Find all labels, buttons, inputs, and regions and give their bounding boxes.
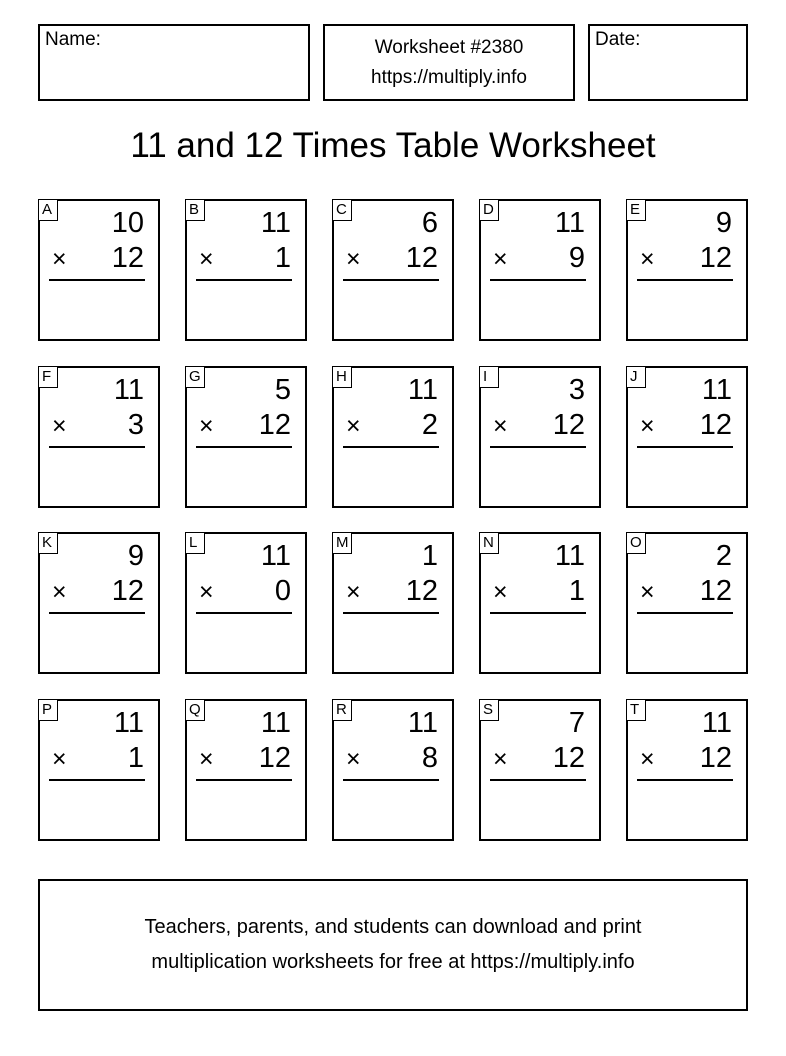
answer-line bbox=[490, 779, 586, 781]
multiplicand: 11 bbox=[260, 540, 291, 572]
multiplicand: 11 bbox=[554, 540, 585, 572]
multiplicand: 11 bbox=[554, 207, 585, 239]
multiplicand: 3 bbox=[568, 374, 585, 406]
multiply-sign: × bbox=[199, 578, 214, 606]
multiply-sign: × bbox=[52, 578, 67, 606]
answer-space[interactable] bbox=[46, 618, 152, 666]
multiplicand: 11 bbox=[113, 707, 144, 739]
multiplicand: 2 bbox=[715, 540, 732, 572]
answer-space[interactable] bbox=[487, 618, 593, 666]
multiply-sign: × bbox=[493, 245, 508, 273]
multiply-sign: × bbox=[346, 245, 361, 273]
answer-space[interactable] bbox=[340, 452, 446, 500]
problem-card-d bbox=[479, 199, 601, 341]
problem-letter: M bbox=[332, 532, 352, 554]
footer-text-line-1: Teachers, parents, and students can download and print bbox=[144, 916, 642, 938]
problem-card-a bbox=[38, 199, 160, 341]
multiplier: 12 bbox=[111, 242, 144, 274]
problem-card-f bbox=[38, 366, 160, 508]
problem-card-s bbox=[479, 699, 601, 841]
answer-line bbox=[343, 279, 439, 281]
answer-space[interactable] bbox=[634, 785, 740, 833]
answer-space[interactable] bbox=[46, 285, 152, 333]
multiply-sign: × bbox=[346, 578, 361, 606]
problem-letter: L bbox=[185, 532, 205, 554]
problem-card-r bbox=[332, 699, 454, 841]
date-field-box bbox=[588, 24, 748, 101]
answer-line bbox=[196, 779, 292, 781]
answer-line bbox=[637, 446, 733, 448]
answer-line bbox=[49, 279, 145, 281]
answer-line bbox=[490, 279, 586, 281]
problem-letter: D bbox=[479, 199, 499, 221]
answer-line bbox=[49, 446, 145, 448]
problem-card-j bbox=[626, 366, 748, 508]
problem-letter: C bbox=[332, 199, 352, 221]
multiplier: 8 bbox=[421, 742, 438, 774]
multiply-sign: × bbox=[493, 412, 508, 440]
multiplier: 12 bbox=[699, 575, 732, 607]
multiply-sign: × bbox=[52, 412, 67, 440]
problem-letter: G bbox=[185, 366, 205, 388]
problem-letter: F bbox=[38, 366, 58, 388]
multiplier: 12 bbox=[699, 242, 732, 274]
problem-letter: Q bbox=[185, 699, 205, 721]
multiplier: 0 bbox=[274, 575, 291, 607]
answer-line bbox=[196, 612, 292, 614]
answer-space[interactable] bbox=[193, 452, 299, 500]
answer-space[interactable] bbox=[193, 618, 299, 666]
problem-letter: A bbox=[38, 199, 58, 221]
answer-line bbox=[490, 612, 586, 614]
multiplicand: 11 bbox=[260, 707, 291, 739]
answer-line bbox=[637, 279, 733, 281]
multiply-sign: × bbox=[640, 745, 655, 773]
multiply-sign: × bbox=[640, 245, 655, 273]
problem-card-h bbox=[332, 366, 454, 508]
problem-card-i bbox=[479, 366, 601, 508]
multiplier: 12 bbox=[405, 575, 438, 607]
multiply-sign: × bbox=[493, 578, 508, 606]
answer-space[interactable] bbox=[46, 452, 152, 500]
multiply-sign: × bbox=[199, 745, 214, 773]
answer-space[interactable] bbox=[340, 785, 446, 833]
problem-card-m bbox=[332, 532, 454, 674]
problem-card-g bbox=[185, 366, 307, 508]
answer-line bbox=[343, 612, 439, 614]
answer-line bbox=[343, 446, 439, 448]
problem-card-n bbox=[479, 532, 601, 674]
problem-card-t bbox=[626, 699, 748, 841]
multiplier: 3 bbox=[127, 409, 144, 441]
multiplier: 2 bbox=[421, 409, 438, 441]
answer-line bbox=[490, 446, 586, 448]
multiply-sign: × bbox=[640, 412, 655, 440]
multiplier: 1 bbox=[127, 742, 144, 774]
problem-letter: S bbox=[479, 699, 499, 721]
problem-letter: K bbox=[38, 532, 58, 554]
problem-letter: R bbox=[332, 699, 352, 721]
multiplier: 12 bbox=[111, 575, 144, 607]
multiplicand: 10 bbox=[111, 207, 144, 239]
problem-letter: J bbox=[626, 366, 646, 388]
answer-space[interactable] bbox=[487, 785, 593, 833]
answer-line bbox=[196, 446, 292, 448]
answer-space[interactable] bbox=[193, 285, 299, 333]
answer-space[interactable] bbox=[487, 452, 593, 500]
multiply-sign: × bbox=[640, 578, 655, 606]
problem-letter: O bbox=[626, 532, 646, 554]
multiplicand: 11 bbox=[113, 374, 144, 406]
multiply-sign: × bbox=[52, 745, 67, 773]
multiplier: 12 bbox=[552, 409, 585, 441]
multiplicand: 11 bbox=[407, 374, 438, 406]
multiplicand: 11 bbox=[701, 374, 732, 406]
multiply-sign: × bbox=[346, 745, 361, 773]
problem-card-c bbox=[332, 199, 454, 341]
problem-letter: H bbox=[332, 366, 352, 388]
multiplicand: 6 bbox=[421, 207, 438, 239]
multiplier: 12 bbox=[405, 242, 438, 274]
answer-space[interactable] bbox=[46, 785, 152, 833]
problem-letter: P bbox=[38, 699, 58, 721]
multiplier: 12 bbox=[552, 742, 585, 774]
page-title: 11 and 12 Times Table Worksheet bbox=[130, 126, 656, 165]
multiplicand: 5 bbox=[274, 374, 291, 406]
multiplier: 12 bbox=[258, 742, 291, 774]
problem-letter: E bbox=[626, 199, 646, 221]
problem-card-k bbox=[38, 532, 160, 674]
multiplicand: 1 bbox=[421, 540, 438, 572]
multiplicand: 7 bbox=[568, 707, 585, 739]
answer-space[interactable] bbox=[340, 285, 446, 333]
multiply-sign: × bbox=[199, 412, 214, 440]
problem-letter: T bbox=[626, 699, 646, 721]
answer-line bbox=[49, 612, 145, 614]
answer-space[interactable] bbox=[634, 285, 740, 333]
multiply-sign: × bbox=[346, 412, 361, 440]
multiplier: 9 bbox=[568, 242, 585, 274]
problem-card-q bbox=[185, 699, 307, 841]
multiply-sign: × bbox=[199, 245, 214, 273]
problem-letter: N bbox=[479, 532, 499, 554]
answer-line bbox=[196, 279, 292, 281]
worksheet-url: https://multiply.info bbox=[371, 67, 527, 88]
multiplier: 12 bbox=[258, 409, 291, 441]
name-label: Name: bbox=[45, 29, 101, 50]
multiplier: 1 bbox=[568, 575, 585, 607]
date-label: Date: bbox=[595, 29, 641, 50]
multiplier: 12 bbox=[699, 742, 732, 774]
problem-card-o bbox=[626, 532, 748, 674]
multiplier: 1 bbox=[274, 242, 291, 274]
answer-space[interactable] bbox=[634, 618, 740, 666]
problem-card-l bbox=[185, 532, 307, 674]
footer-text-line-2: multiplication worksheets for free at https://multiply.info bbox=[151, 951, 635, 973]
answer-line bbox=[637, 612, 733, 614]
footer-box bbox=[38, 879, 748, 1011]
problem-letter: B bbox=[185, 199, 205, 221]
problem-card-b bbox=[185, 199, 307, 341]
answer-line bbox=[637, 779, 733, 781]
answer-space[interactable] bbox=[193, 785, 299, 833]
multiplicand: 11 bbox=[407, 707, 438, 739]
answer-line bbox=[49, 779, 145, 781]
multiplicand: 9 bbox=[127, 540, 144, 572]
answer-space[interactable] bbox=[634, 452, 740, 500]
answer-space[interactable] bbox=[487, 285, 593, 333]
problem-letter: I bbox=[479, 366, 499, 388]
answer-line bbox=[343, 779, 439, 781]
worksheet-number: Worksheet #2380 bbox=[374, 37, 524, 58]
problem-card-p bbox=[38, 699, 160, 841]
multiplier: 12 bbox=[699, 409, 732, 441]
answer-space[interactable] bbox=[340, 618, 446, 666]
multiply-sign: × bbox=[52, 245, 67, 273]
multiply-sign: × bbox=[493, 745, 508, 773]
multiplicand: 11 bbox=[260, 207, 291, 239]
name-field-box bbox=[38, 24, 310, 101]
problem-card-e bbox=[626, 199, 748, 341]
multiplicand: 11 bbox=[701, 707, 732, 739]
multiplicand: 9 bbox=[715, 207, 732, 239]
worksheet-info-box bbox=[323, 24, 575, 101]
